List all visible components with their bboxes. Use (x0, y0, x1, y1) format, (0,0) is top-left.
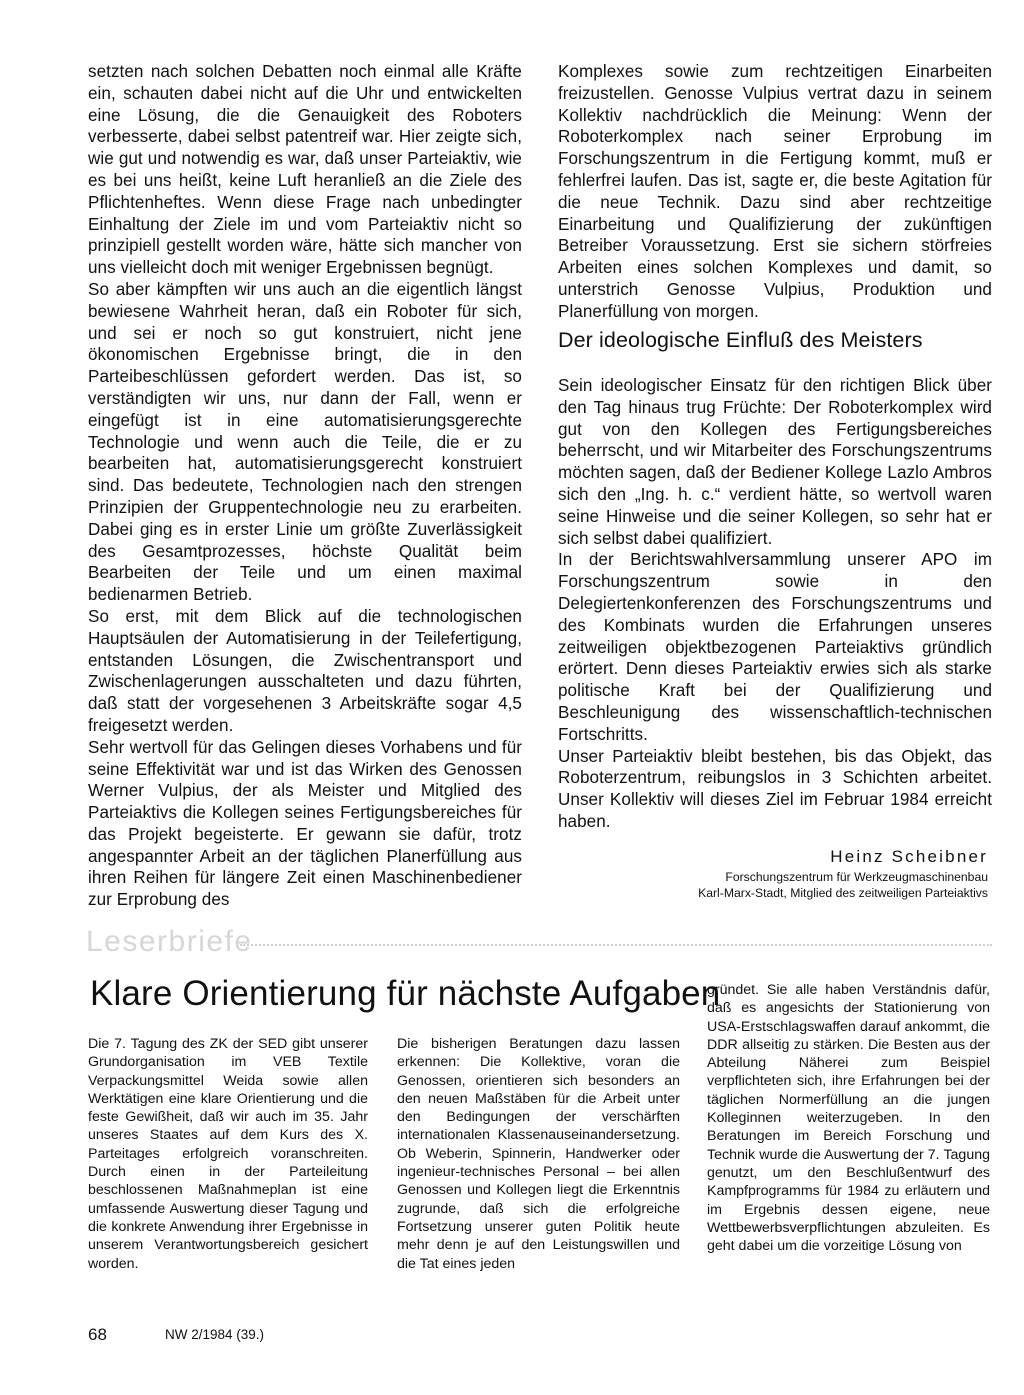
body-paragraph: Die bisherigen Beratungen dazu lassen erkennen: Die Kollektive, voran die Genossen, orientieren sich besonders an den neuen Maßstäben für die Arbeit unter den Bedingungen der verschärften internationalen Klassenauseinandersetzung. Ob Weberin, Spinnerin, Handwerker oder ingenieur-technisches Personal – bei allen Genossen und Kollegen liegt die Erkenntnis zugrunde, daß sich die erfolgreiche Fortsetzung unserer guten Politik heute mehr denn je auf den Leistungswillen und die Tat eines jeden (397, 1036, 680, 1272)
rubric-divider (240, 944, 992, 946)
body-paragraph: Unser Parteiaktiv bleibt bestehen, bis das Objekt, das Roboterzentrum, reibungslos in 3 Schichten arbeitet. Unser Kollektiv will dieses Ziel im Februar 1984 erreicht haben. (558, 746, 992, 831)
section-subheading: Der ideologische Einfluß des Meisters (558, 328, 923, 352)
lower-column-2 (397, 1035, 680, 1273)
author-name: Heinz Scheibner (830, 847, 988, 866)
body-paragraph: In der Berichtswahlversammlung unserer APO im Forschungszentrum sowie in den Delegiertenkonferenzen des Forschungszentrums und des Kombinats wurden die Erfahrungen unseres zeitweiligen objektbezogenen Parteiaktivs gründlich erörtert. Denn dieses Parteiaktiv erwies sich als starke politische Kraft bei der Qualifizierung und Beschleunigung des wissenschaftlich-technischen Fortschritts. (558, 550, 992, 744)
section-rubric: Leserbriefe (86, 925, 253, 958)
body-paragraph: Die 7. Tagung des ZK der SED gibt unserer Grundorganisation im VEB Textile Verpackungsmittel Weida sowie allen Werktätigen eine klare Orientierung und die feste Gewißheit, daß wir auch im 35. Jahr unseres Staates auf dem Kurs des X. Parteitages erfolgreich voranschreiten. Durch einen in der Parteileitung beschlossenen Maßnahmeplan ist eine umfassende Auswertung dieser Tagung und die konkrete Anwendung ihrer Ergebnisse in unserem Verantwortungsbereich gesichert worden. (88, 1036, 368, 1272)
author-affiliation-line-2: Karl-Marx-Stadt, Mitglied des zeitweiligen Parteiaktivs (698, 886, 988, 900)
body-paragraph: Sehr wertvoll für das Gelingen dieses Vorhabens und für seine Effektivität war und ist das Wirken des Genossen Werner Vulpius, der als Meister und Mitglied des Parteiaktivs die Kollegen seines Fertigungsbereiches für das Projekt begeisterte. Er gewann sie dafür, trotz angespannter Arbeit an der täglichen Planerfüllung aus ihren Reihen für längere Zeit einen Maschinenbediener zur Erprobung des (88, 737, 522, 910)
body-paragraph: Komplexes sowie zum rechtzeitigen Einarbeiten freizustellen. Genosse Vulpius vertrat dazu in seinem Kollektiv nachdrücklich die Meinung: Wenn der Roboterkomplex nach seiner Erprobung im Forschungszentrum in die Fertigung kommt, muß er fehlerfrei laufen. Das ist, sagte er, die beste Agitation für die neue Technik. Dazu sind aber rechtzeitige Einarbeitung und Qualifizierung der zukünftigen Betreiber Voraussetzung. Erst sie sichern störfreies Arbeiten eines solchen Komplexes und damit, so unterstrich Genosse Vulpius, Produktion und Planerfüllung von morgen. (558, 62, 992, 321)
upper-right-column-bottom (558, 375, 992, 833)
author-affiliation-line-1: Forschungszentrum für Werkzeugmaschinenbau (725, 870, 988, 884)
lower-column-1 (88, 1035, 368, 1273)
body-paragraph: So aber kämpften wir uns auch an die eigentlich längst bewiesene Wahrheit heran, daß ein Roboter für sich, und sei er noch so gut konstruiert, nicht jene ökonomischen Ergebnisse bringt, die in den Parteibeschlüssen gefordert werden. Das ist, so verständigten wir uns, nur dann der Fall, wenn er eingefügt ist in eine automatisierungsgerechte Technologie und wenn auch die Teile, die er zu bearbeiten hat, automatisierungsgerecht konstruiert sind. Das bedeutete, Technologien nach den strengen Prinzipien der Gruppentechnologie neu zu erarbeiten. Dabei ging es in erster Linie um größte Zuverlässigkeit des Gesamtprozesses, höchste Qualität beim Bearbeiten der Teile und um einen maximal bedienarmen Betrieb. (88, 279, 522, 605)
page-number: 68 (88, 1325, 107, 1344)
upper-right-column-top (558, 61, 992, 323)
lower-column-3 (707, 981, 990, 1255)
body-paragraph: setzten nach solchen Debatten noch einmal alle Kräfte ein, schauten dabei nicht auf die Uhr und entwickelten eine Lösung, die die Genauigkeit des Roboters verbesserte, dabei selbst patentreif war. Hier zeigte sich, wie gut und notwendig es war, daß unser Parteiaktiv, wie es bei uns heißt, keine Luft heranließ an die Ziele des Pflichtenheftes. Wenn diese Frage nach unbedingter Einhaltung der Ziele im und vom Parteiaktiv nicht so prinzipiell gestellt worden wäre, hätte sich mancher von uns vielleicht doch mit weniger Ergebnissen begnügt. (88, 62, 522, 278)
body-paragraph: Sein ideologischer Einsatz für den richtigen Blick über den Tag hinaus trug Früchte: Der Roboterkomplex wird gut von den Kollegen des Fertigungsbereiches beherrscht, und wir Mitarbeiter des Forschungszentrums möchten sagen, daß der Bediener Kollege Lazlo Ambros sich den „Ing. h. c.“ verdient hätte, so wertvoll waren seine Hinweise und die seiner Kollegen, so sehr hat er sich selbst dabei qualifiziert. (558, 376, 992, 548)
issue-reference: NW 2/1984 (39.) (165, 1327, 265, 1342)
article-headline: Klare Orientierung für nächste Aufgaben (90, 974, 721, 1013)
body-paragraph: So erst, mit dem Blick auf die technologischen Hauptsäulen der Automatisierung in der Teilefertigung, entstanden Lösungen, die Zwischentransport und Zwischenlagerungen ausschalteten und dazu führten, daß statt der vorgesehenen 3 Arbeitskräfte sogar 4,5 freigesetzt werden. (88, 606, 522, 735)
upper-left-column (88, 61, 522, 911)
body-paragraph: gründet. Sie alle haben Verständnis dafür, daß es angesichts der Stationierung von USA-Erstschlagswaffen darauf ankommt, die DDR allseitig zu stärken. Die Besten aus der Abteilung Näherei zum Beispiel verpflichteten sich, ihre Erfahrungen bei der täglichen Normerfüllung an die jungen Kolleginnen weiterzugeben. In den Beratungen im Bereich Forschung und Technik wurde die Auswertung der 7. Tagung genutzt, um den Beschlußentwurf des Kampfprogramms für 1984 zu erläutern und im Ergebnis dessen eigene, neue Wettbewerbsverpflichtungen abzuleiten. Es geht dabei um die vorzeitige Lösung von (707, 982, 990, 1255)
